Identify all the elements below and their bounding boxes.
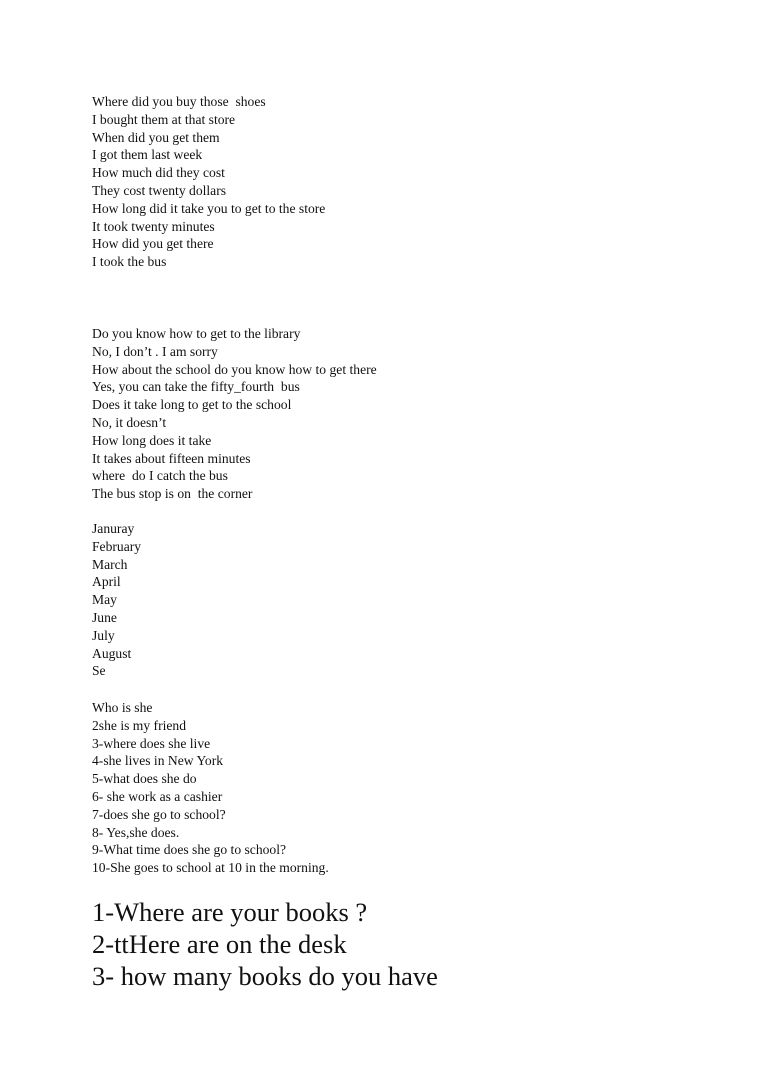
text-line: Does it take long to get to the school — [92, 397, 292, 413]
text-line: How long did it take you to get to the store — [92, 200, 326, 216]
dialogue-friend — [92, 699, 732, 877]
month-item: June — [92, 609, 117, 625]
text-line: I took the bus — [92, 254, 167, 270]
text-line: How much did they cost — [92, 165, 225, 181]
text-line: No, it doesn’t — [92, 414, 167, 430]
text-line: Who is she — [92, 700, 153, 715]
month-item: July — [92, 627, 115, 643]
dialogue-library — [92, 325, 732, 503]
month-item: May — [92, 592, 117, 608]
text-line: When did you get them — [92, 129, 220, 145]
text-line: where do I catch the bus — [92, 468, 228, 484]
text-line: I got them last week — [92, 147, 203, 163]
text-line: 8- Yes,she does. — [92, 824, 180, 840]
text-line: I bought them at that store — [92, 111, 236, 127]
text-line: It took twenty minutes — [92, 218, 215, 234]
month-item: Se — [92, 663, 106, 679]
text-line: How about the school do you know how to get there — [92, 361, 377, 377]
month-item: March — [92, 556, 128, 572]
large-text-line: 3- how many books do you have — [92, 961, 438, 991]
text-line: The bus stop is on the corner — [92, 486, 253, 502]
text-line: It takes about fifteen minutes — [92, 450, 251, 466]
text-line: 6- she work as a cashier — [92, 788, 223, 804]
months-list — [92, 520, 732, 680]
month-item: February — [92, 538, 142, 554]
text-line: 3-where does she live — [92, 735, 211, 751]
text-line: 5-what does she do — [92, 771, 197, 787]
text-line: 7-does she go to school? — [92, 806, 226, 822]
month-item: Januray — [92, 521, 135, 536]
large-text-line: 2-ttHere are on the desk — [92, 929, 347, 959]
text-line: Yes, you can take the fifty_fourth bus — [92, 379, 300, 395]
month-item: August — [92, 645, 132, 661]
text-line: How long does it take — [92, 432, 212, 448]
text-line: Do you know how to get to the library — [92, 326, 301, 341]
text-line: 10-She goes to school at 10 in the morning. — [92, 860, 329, 876]
text-line: 9-What time does she go to school? — [92, 842, 287, 858]
dialogue-shoes — [92, 93, 732, 271]
text-line: Where did you buy those shoes — [92, 94, 266, 109]
text-line: They cost twenty dollars — [92, 182, 227, 198]
month-item: April — [92, 574, 121, 590]
text-line: How did you get there — [92, 236, 214, 252]
large-text-line: 1-Where are your books ? — [92, 897, 368, 927]
text-line: 2she is my friend — [92, 717, 187, 733]
dialogue-books — [92, 896, 732, 992]
text-line: No, I don’t . I am sorry — [92, 343, 218, 359]
text-line: 4-she lives in New York — [92, 753, 224, 769]
